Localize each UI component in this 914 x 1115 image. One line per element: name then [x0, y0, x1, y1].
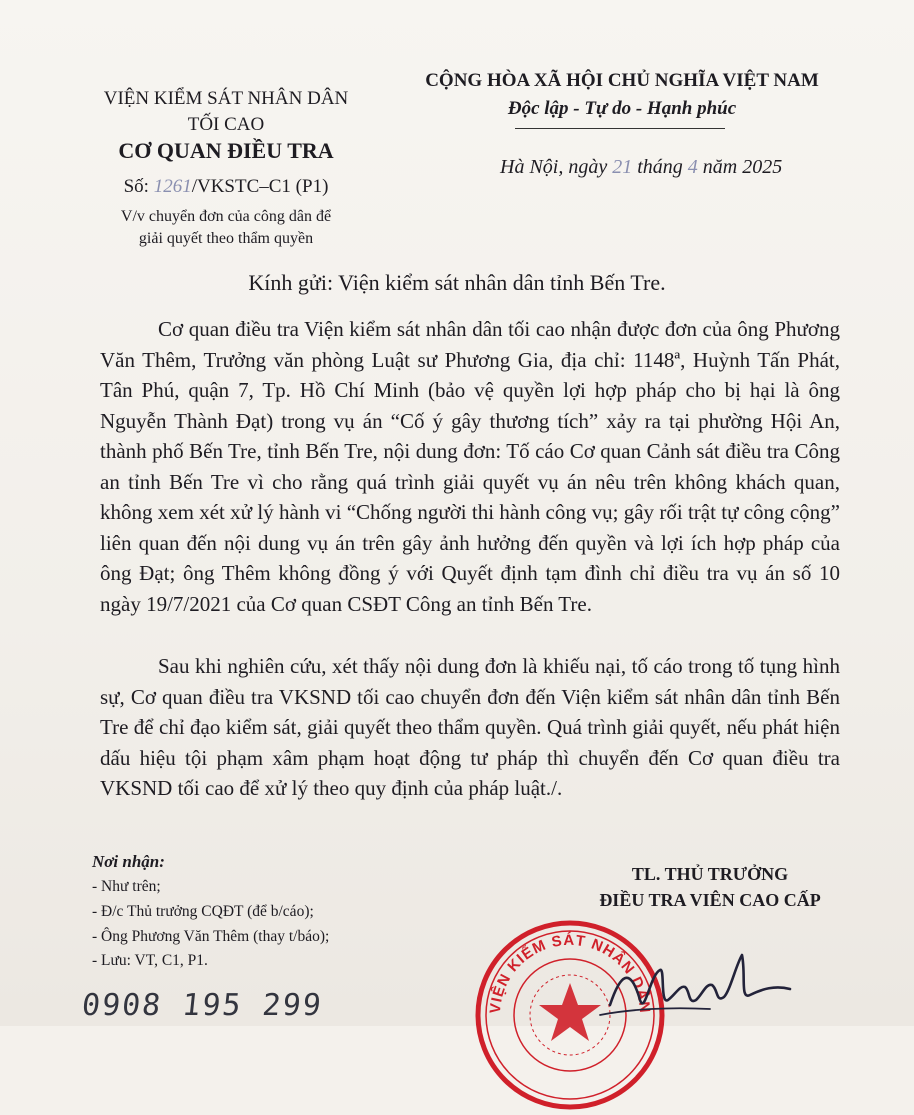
doc-no-label: Số:: [123, 176, 149, 197]
signature-title: TL. THỦ TRƯỞNG: [631, 864, 789, 884]
doc-no-suffix: /VKSTC–C1 (P1): [191, 176, 329, 197]
month-label: tháng: [637, 156, 683, 178]
month-handwritten: 4: [687, 156, 698, 178]
doc-no-handwritten: 1261: [153, 176, 192, 197]
place-prefix: Hà Nội, ngày: [500, 156, 608, 178]
place-date: [500, 156, 782, 179]
subject-line2: giải quyết theo thẩm quyền: [138, 230, 314, 247]
recipient-item: - Ông Phương Văn Thêm (thay t/báo);: [92, 928, 330, 945]
agency-name-line1: VIỆN KIỂM SÁT NHÂN DÂN: [103, 88, 349, 109]
year-label: năm 2025: [702, 156, 783, 178]
recipient-item: - Lưu: VT, C1, P1.: [92, 952, 208, 969]
agency-department: CƠ QUAN ĐIỀU TRA: [118, 138, 334, 163]
agency-name-line2: TỐI CAO: [187, 114, 265, 135]
signatory-rank: ĐIỀU TRA VIÊN CAO CẤP: [599, 890, 821, 910]
motto-underline: [515, 128, 725, 129]
seal-text: VIỆN KIỂM SÁT NHÂN DÂN: [486, 931, 654, 1015]
handwritten-signature-icon: [590, 945, 800, 1025]
national-title: CỘNG HÒA XÃ HỘI CHỦ NGHĨA VIỆT NAM: [425, 70, 819, 91]
handwritten-phone-number: 0908 195 299: [80, 988, 325, 1023]
recipient-item: - Như trên;: [92, 878, 161, 895]
body-paragraph-1: Cơ quan điều tra Viện kiểm sát nhân dân tối cao nhận được đơn của ông Phương Văn Thêm, Trưởng văn phòng Luật sư Phương Gia, địa chỉ: 1148ª, Huỳnh Tấn Phát, Tân Phú, quận 7, Tp. Hồ Chí Minh (bảo vệ quyền lợi hợp pháp cho bị hại là ông Nguyễn Thành Đạt) trong vụ án “Cố ý gây thương tích” xảy ra tại phường Hội An, thành phố Bến Tre, tỉnh Bến Tre, nội dung đơn: Tố cáo Cơ quan Cảnh sát điều tra Công an tỉnh Bến Tre vì cho rằng quá trình giải quyết vụ án nêu trên không khách quan, không xem xét xử lý hành vi “Chống người thi hành công vụ; gây rối trật tự công cộng” liên quan đến nội dung vụ án trên gây ảnh hưởng đến quyền và lợi ích hợp pháp của ông Đạt; ông Thêm không đồng ý với Quyết định tạm đình chỉ điều tra vụ án số 10 ngày 19/7/2021 của Cơ quan CSĐT Công an tỉnh Bến Tre.: [100, 317, 840, 616]
national-motto: Độc lập - Tự do - Hạnh phúc: [507, 98, 737, 119]
subject-line1: V/v chuyển đơn của công dân để: [120, 208, 332, 225]
body-paragraph-2: Sau khi nghiên cứu, xét thấy nội dung đơn là khiếu nại, tố cáo trong tố tụng hình sự, Cơ quan điều tra VKSND tối cao chuyển đơn đến Viện kiểm sát nhân dân tỉnh Bến Tre để chỉ đạo kiểm sát, giải quyết theo thẩm quyền. Quá trình giải quyết, nếu phát hiện dấu hiệu tội phạm xâm phạm hoạt động tư pháp thì chuyển đến Cơ quan điều tra VKSND tối cao để xử lý theo quy định của pháp luật./.: [100, 654, 840, 800]
recipient-item: - Đ/c Thủ trưởng CQĐT (để b/cáo);: [92, 903, 314, 920]
document-number: [88, 176, 364, 198]
recipients-title: Nơi nhận:: [92, 852, 165, 871]
recipient-line: Kính gửi: Viện kiểm sát nhân dân tỉnh Bến Tre.: [248, 270, 666, 295]
day-handwritten: 21: [612, 156, 633, 178]
